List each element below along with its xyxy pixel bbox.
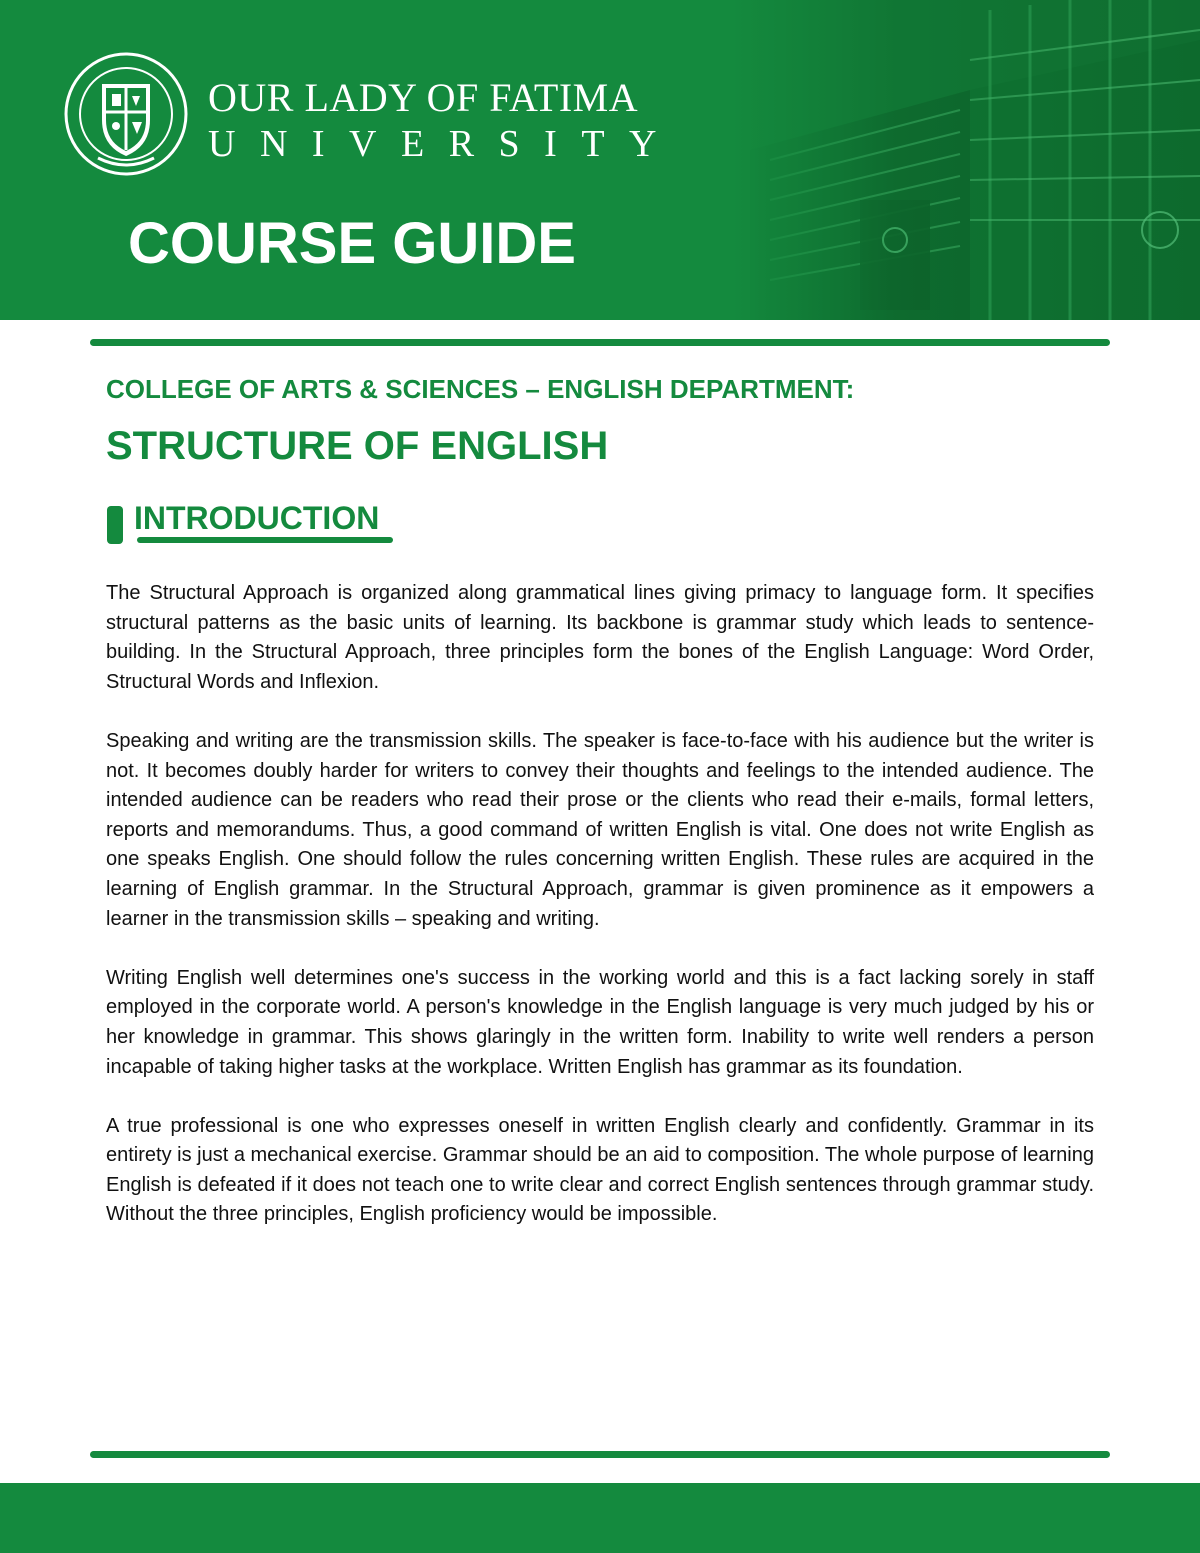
university-seal-icon <box>62 50 190 178</box>
section-marker <box>107 506 123 544</box>
header-banner <box>0 0 1200 320</box>
department-heading: COLLEGE OF ARTS & SCIENCES – ENGLISH DEPARTMENT: <box>106 374 855 404</box>
paragraph: Writing English well determines one's success in the working world and this is a fact lacking sorely in staff employed in the corporate world. A person's knowledge in the English language is very much judged by his or her knowledge in grammar. This shows glaringly in the written form. Inability to write well renders a person incapable of taking higher tasks at the workplace. Written English has grammar as its foundation. <box>106 966 1094 1078</box>
university-name-line2: UNIVERSITY <box>208 123 681 165</box>
footer-band <box>0 1483 1200 1553</box>
introduction-body <box>106 579 1094 1260</box>
paragraph: The Structural Approach is organized along grammatical lines giving primacy to language form. It specifies structural patterns as the basic units of learning. Its backbone is grammar study which leads to sentence-building. In the Structural Approach, three principles form the bones of the English Language: Word Order, Structural Words and Inflexion. <box>106 582 1094 693</box>
top-divider <box>90 339 1110 346</box>
course-title: STRUCTURE OF ENGLISH <box>106 424 609 468</box>
bottom-divider <box>90 1451 1110 1458</box>
section-heading-underline <box>137 537 393 543</box>
campus-building-image <box>730 0 1200 320</box>
paragraph: Speaking and writing are the transmission skills. The speaker is face-to-face with his audience but the writer is not. It becomes doubly harder for writers to convey their thoughts and feelings to the intended audience. The intended audience can be readers who read their prose or the clients who read their e-mails, formal letters, reports and memorandums. Thus, a good command of written English is vital. One does not write English as one speaks English. One should follow the rules concerning written English. These rules are acquired in the learning of English grammar. In the Structural Approach, grammar is given prominence as it empowers a learner in the transmission skills – speaking and writing. <box>106 729 1094 930</box>
university-name-line1: OUR LADY OF FATIMA <box>208 75 639 120</box>
document-type-title: COURSE GUIDE <box>128 211 576 276</box>
section-heading: INTRODUCTION <box>134 500 380 536</box>
paragraph: A true professional is one who expresses oneself in written English clearly and confidently. Grammar in its entirety is just a mechanical exercise. Grammar should be an aid to composition. The whole purpose of learning English is defeated if it does not teach one to write clear and correct English sentences through grammar study. Without the three principles, English proficiency would be impossible. <box>106 1114 1094 1226</box>
